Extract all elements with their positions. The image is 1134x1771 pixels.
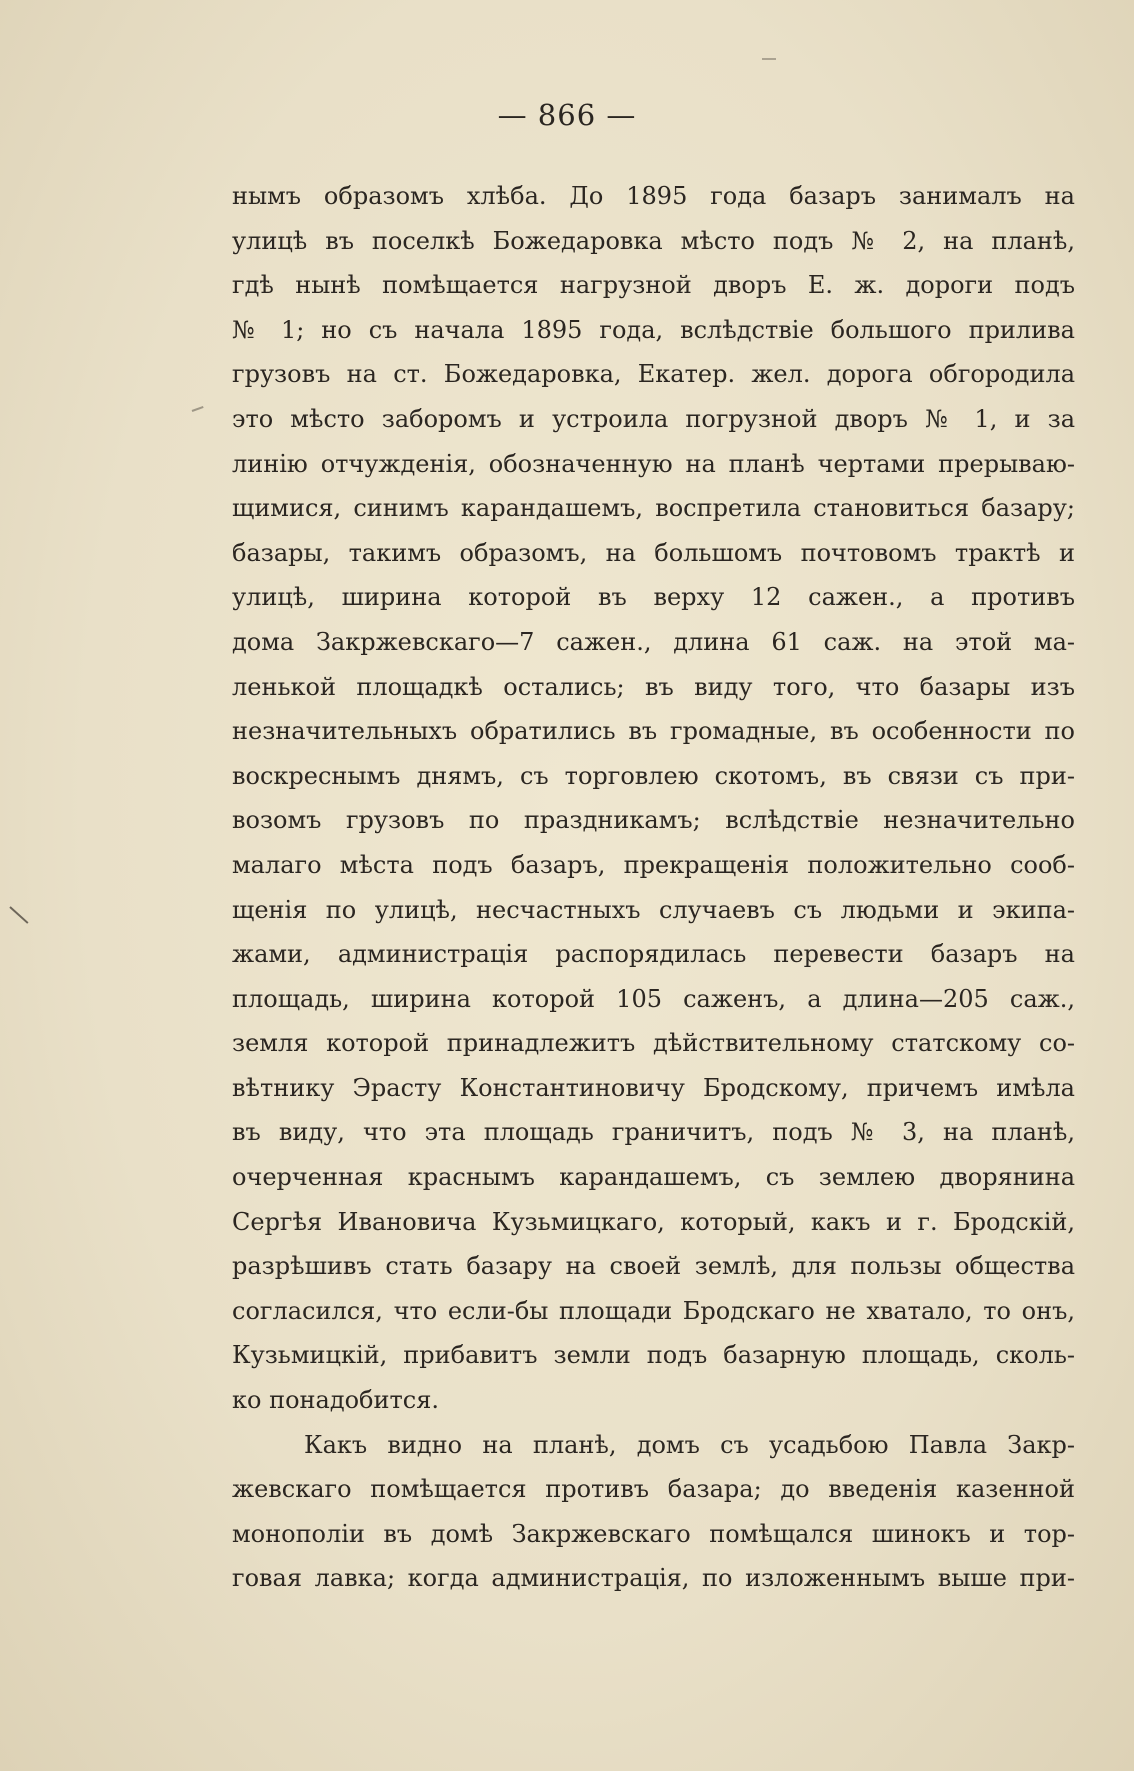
text-line: малаго мѣста подъ базаръ, прекращенія положительно сооб- — [232, 850, 1075, 879]
text-line: нымъ образомъ хлѣба. До 1895 года базаръ занималъ на — [232, 182, 1075, 210]
paragraph-end-line: ко понадобится. — [232, 1386, 439, 1415]
text-line: Кузьмицкій, прибавитъ земли подъ базарную площадь, сколь- — [232, 1341, 1075, 1370]
text-line: жевскаго помѣщается противъ базара; до введенія казенной — [232, 1475, 1075, 1504]
page-number: — 866 — — [497, 98, 637, 132]
text-line: линію отчужденія, обозначенную на планѣ чертами прерываю- — [232, 449, 1075, 478]
text-line: улицѣ въ поселкѣ Божедаровка мѣсто подъ № 2, на планѣ, — [232, 226, 1075, 255]
text-line: щимися, синимъ карандашемъ, воспретила становиться базару; — [232, 494, 1075, 523]
text-line: щенія по улицѣ, несчастныхъ случаевъ съ людьми и экипа- — [232, 895, 1075, 924]
text-line: монополіи въ домѣ Закржевскаго помѣщался шинокъ и тор- — [232, 1519, 1075, 1548]
text-line: № 1; но съ начала 1895 года, вслѣдствіе большого прилива — [232, 315, 1075, 344]
text-line: гдѣ нынѣ помѣщается нагрузной дворъ Е. ж. дороги подъ — [232, 271, 1075, 300]
margin-pencil-mark — [192, 406, 204, 412]
text-line: жами, администрація распорядилась перевести базаръ на — [232, 940, 1075, 969]
text-line: Сергѣя Ивановича Кузьмицкаго, который, какъ и г. Бродскій, — [232, 1207, 1075, 1236]
text-line: это мѣсто заборомъ и устроила погрузной дворъ № 1, и за — [232, 404, 1075, 433]
margin-pencil-mark — [9, 906, 28, 924]
text-line: согласился, что если-бы площади Бродскаго не хватало, то онъ, — [232, 1296, 1075, 1325]
text-line: разрѣшивъ стать базару на своей землѣ, для пользы общества — [232, 1252, 1075, 1281]
text-line: очерченная краснымъ карандашемъ, съ землею дворянина — [232, 1163, 1075, 1192]
text-line: земля которой принадлежитъ дѣйствительному статскому со- — [232, 1029, 1075, 1058]
text-line: вѣтнику Эрасту Константиновичу Бродскому, причемъ имѣла — [232, 1073, 1075, 1102]
text-line: грузовъ на ст. Божедаровка, Екатер. жел. дорога обгородила — [232, 360, 1075, 389]
text-line: улицѣ, ширина которой въ верху 12 сажен., а противъ — [232, 583, 1075, 612]
text-line: воскреснымъ днямъ, съ торговлею скотомъ, въ связи съ при- — [232, 761, 1075, 790]
paragraph-start-line: Какъ видно на планѣ, домъ съ усадьбою Павла Закр- — [304, 1430, 1075, 1459]
top-edge-mark — [762, 58, 776, 60]
text-line: въ виду, что эта площадь граничитъ, подъ № 3, на планѣ, — [232, 1118, 1075, 1147]
text-line: незначительныхъ обратились въ громадные, въ особенности по — [232, 717, 1075, 746]
text-line: ленькой площадкѣ остались; въ виду того, что базары изъ — [232, 672, 1075, 701]
text-line: базары, такимъ образомъ, на большомъ почтовомъ трактѣ и — [232, 538, 1075, 567]
body-text — [232, 174, 1075, 1601]
text-line: возомъ грузовъ по праздникамъ; вслѣдствіе незначительно — [232, 806, 1075, 835]
text-line: площадь, ширина которой 105 саженъ, а длина—205 саж., — [232, 984, 1075, 1013]
text-line: дома Закржевскаго—7 сажен., длина 61 саж. на этой ма- — [232, 627, 1075, 656]
text-line: говая лавка; когда администрація, по изложеннымъ выше при- — [232, 1564, 1075, 1593]
